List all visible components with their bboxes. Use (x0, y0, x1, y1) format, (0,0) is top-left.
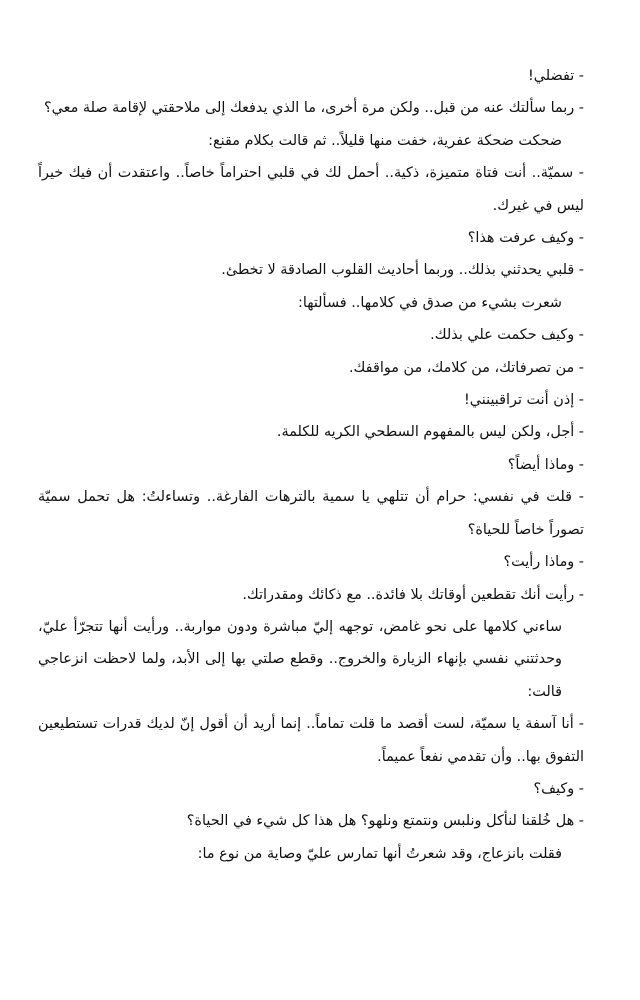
dialogue-line: - قلت في نفسي: حرام أن تتلهي يا سمية بالترهات الفارغة.. وتساءلتُ: هل تحمل سميّة تصوراً خاصاً للحياة؟ (38, 489, 584, 538)
dialogue-line: - أجل، ولكن ليس بالمفهوم السطحي الكريه للكلمة. (276, 424, 584, 441)
narration-paragraph: فقلت بانزعاج، وقد شعرتُ أنها تمارس عليّ وصاية من نوع ما: (197, 845, 562, 862)
narration-paragraph: شعرت بشيء من صدق في كلامها.. فسألتها: (297, 294, 562, 311)
dialogue-line: - من تصرفاتك، من كلامك، من مواقفك. (348, 359, 584, 376)
dialogue-line: - وماذا رأيت؟ (503, 554, 584, 571)
dialogue-line: - هل خُلقنا لنأكل ونلبس ونتمتع ونلهو؟ هل هذا كل شيء في الحياة؟ (186, 813, 584, 830)
dialogue-line: - وماذا أيضاً؟ (507, 456, 584, 473)
document-page (38, 60, 584, 870)
dialogue-line: - وكيف عرفت هذا؟ (467, 230, 584, 247)
narration-paragraph: ساءني كلامها على نحو غامض، توجهه إليّ مباشرة ودون مواربة.. ورأيت أنها تتجرّأ عليّ، وحدثتني نفسي بإنهاء الزيارة والخروج.. وقطع صلتي بها إلى الأبد، ولما لاحظت انزعاجي قالت: (38, 618, 562, 700)
dialogue-line: - رأيت أنك تقطعين أوقاتك بلا فائدة.. مع ذكائك ومقدراتك. (242, 586, 584, 603)
narration-paragraph: ضحكت ضحكة عفرية، خفت منها قليلاً.. ثم قالت بكلام مقنع: (208, 132, 562, 149)
dialogue-line: - ربما سألتك عنه من قبل.. ولكن مرة أخرى، ما الذي يدفعك إلى ملاحقتي لإقامة صلة معي؟ (44, 100, 584, 117)
dialogue-line: - وكيف؟ (533, 780, 584, 797)
dialogue-line: - وكيف حكمت علي بذلك. (430, 327, 584, 344)
dialogue-line: - تفضلي! (527, 68, 584, 84)
dialogue-line: - أنا آسفة يا سميّة، لست أقصد ما قلت تماماً.. إنما أريد أن أقول إنّ لديك قدرات تستطيعين التفوق بها.. وأن تقدمي نفعاً عميماً. (38, 716, 584, 765)
dialogue-line: - سميّة.. أنت فتاة متميزة، ذكية.. أحمل لك في قلبي احتراماً خاصاً.. واعتقدت أن فيك خيراً ليس في غيرك. (38, 165, 584, 214)
dialogue-line: - إذن أنت تراقبينني! (464, 392, 584, 409)
dialogue-line: - قلبي يحدثني بذلك.. وربما أحاديث القلوب الصادقة لا تخطئ. (221, 262, 584, 279)
